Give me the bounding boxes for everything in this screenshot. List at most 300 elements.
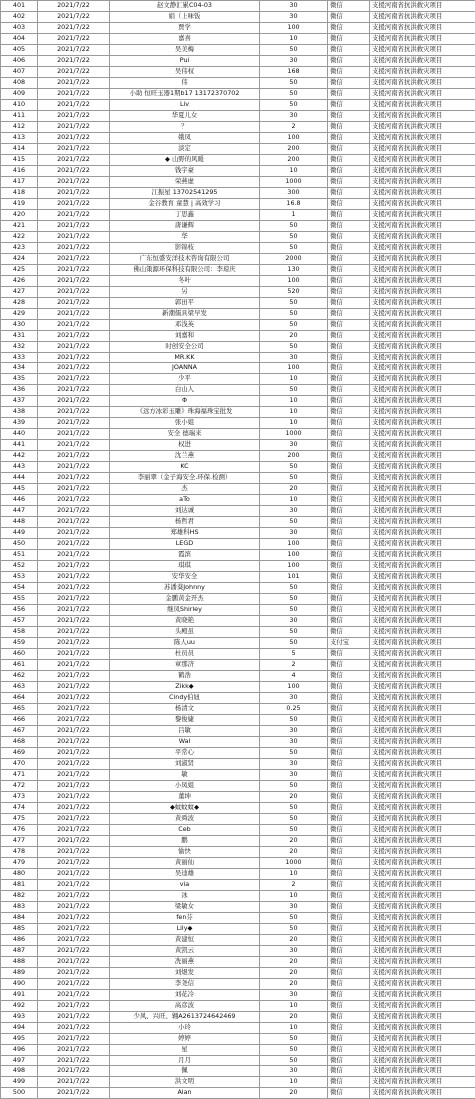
table-row xyxy=(1,583,475,594)
donation-date: 2021/7/22 xyxy=(38,616,110,627)
donor-name: 星 xyxy=(110,1044,260,1055)
row-number: 438 xyxy=(1,407,38,418)
project-note: 支援河南省抗洪救灾项目 xyxy=(370,506,475,517)
project-note: 支援河南省抗洪救灾项目 xyxy=(370,934,475,945)
donation-amount: 20 xyxy=(260,934,328,945)
row-number: 455 xyxy=(1,594,38,605)
row-number: 478 xyxy=(1,846,38,857)
table-row xyxy=(1,890,475,901)
project-note: 支援河南省抗洪救灾项目 xyxy=(370,956,475,967)
payment-method: 微信 xyxy=(328,671,370,682)
table-row xyxy=(1,44,475,55)
table-row xyxy=(1,264,475,275)
donation-date: 2021/7/22 xyxy=(38,143,110,154)
donation-date: 2021/7/22 xyxy=(38,187,110,198)
payment-method: 微信 xyxy=(328,341,370,352)
donation-amount: 2 xyxy=(260,879,328,890)
donor-name: 新潮儒具梁早发 xyxy=(110,308,260,319)
table-row xyxy=(1,506,475,517)
payment-method: 微信 xyxy=(328,165,370,176)
table-row xyxy=(1,1044,475,1055)
row-number: 498 xyxy=(1,1066,38,1077)
project-note: 支援河南省抗洪救灾项目 xyxy=(370,660,475,671)
project-note: 支援河南省抗洪救灾项目 xyxy=(370,22,475,33)
donation-date: 2021/7/22 xyxy=(38,660,110,671)
table-row xyxy=(1,451,475,462)
donation-amount: 200 xyxy=(260,143,328,154)
table-row xyxy=(1,55,475,66)
donation-amount: 1 xyxy=(260,209,328,220)
donor-name: 黄晓艳 xyxy=(110,616,260,627)
table-row xyxy=(1,77,475,88)
ledger-body xyxy=(1,1,475,1099)
donation-amount: 50 xyxy=(260,594,328,605)
donation-amount: 50 xyxy=(260,385,328,396)
payment-method: 微信 xyxy=(328,198,370,209)
donor-name: 佛山策源环保科技有限公司：李琼庆 xyxy=(110,264,260,275)
payment-method: 微信 xyxy=(328,758,370,769)
donation-date: 2021/7/22 xyxy=(38,1022,110,1033)
row-number: 439 xyxy=(1,418,38,429)
project-note: 支援河南省抗洪救灾项目 xyxy=(370,769,475,780)
row-number: 500 xyxy=(1,1088,38,1099)
donor-name: 淡定 xyxy=(110,143,260,154)
payment-method: 微信 xyxy=(328,440,370,451)
donation-amount: 20 xyxy=(260,330,328,341)
table-row xyxy=(1,879,475,890)
donation-date: 2021/7/22 xyxy=(38,627,110,638)
donation-amount: 30 xyxy=(260,725,328,736)
payment-method: 微信 xyxy=(328,890,370,901)
row-number: 413 xyxy=(1,132,38,143)
table-row xyxy=(1,297,475,308)
donation-amount: 30 xyxy=(260,1066,328,1077)
table-row xyxy=(1,769,475,780)
table-row xyxy=(1,132,475,143)
donor-name: 黄丽仙 xyxy=(110,857,260,868)
donation-amount: 50 xyxy=(260,747,328,758)
project-note: 支援河南省抗洪救灾项目 xyxy=(370,473,475,484)
project-note: 支援河南省抗洪救灾项目 xyxy=(370,220,475,231)
payment-method: 微信 xyxy=(328,835,370,846)
donation-amount: 50 xyxy=(260,231,328,242)
table-row xyxy=(1,967,475,978)
donation-date: 2021/7/22 xyxy=(38,583,110,594)
donor-name: 赵文静汇累C04-03 xyxy=(110,1,260,12)
donation-date: 2021/7/22 xyxy=(38,1077,110,1088)
payment-method: 微信 xyxy=(328,242,370,253)
project-note: 支援河南省抗洪救灾项目 xyxy=(370,594,475,605)
donor-name: 洪文明 xyxy=(110,1077,260,1088)
donation-date: 2021/7/22 xyxy=(38,835,110,846)
project-note: 支援河南省抗洪救灾项目 xyxy=(370,616,475,627)
payment-method: 微信 xyxy=(328,605,370,616)
donation-date: 2021/7/22 xyxy=(38,704,110,715)
table-row xyxy=(1,308,475,319)
payment-method: 微信 xyxy=(328,33,370,44)
row-number: 496 xyxy=(1,1044,38,1055)
project-note: 支援河南省抗洪救灾项目 xyxy=(370,528,475,539)
donor-name: fen芬 xyxy=(110,912,260,923)
donation-amount: 100 xyxy=(260,550,328,561)
donation-date: 2021/7/22 xyxy=(38,638,110,649)
donor-name: 继凤Shirley xyxy=(110,605,260,616)
project-note: 支援河南省抗洪救灾项目 xyxy=(370,275,475,286)
project-note: 支援河南省抗洪救灾项目 xyxy=(370,846,475,857)
donation-amount: 50 xyxy=(260,605,328,616)
table-row xyxy=(1,165,475,176)
table-row xyxy=(1,330,475,341)
payment-method: 微信 xyxy=(328,550,370,561)
row-number: 429 xyxy=(1,308,38,319)
donor-name: 黎俊婕 xyxy=(110,714,260,725)
project-note: 支援河南省抗洪救灾项目 xyxy=(370,550,475,561)
donation-amount: 520 xyxy=(260,286,328,297)
donation-amount: 2 xyxy=(260,121,328,132)
donation-amount: 300 xyxy=(260,187,328,198)
table-row xyxy=(1,385,475,396)
project-note: 支援河南省抗洪救灾项目 xyxy=(370,143,475,154)
table-row xyxy=(1,791,475,802)
donor-name: 郭田平 xyxy=(110,297,260,308)
donation-amount: 30 xyxy=(260,901,328,912)
donation-date: 2021/7/22 xyxy=(38,264,110,275)
payment-method: 微信 xyxy=(328,714,370,725)
row-number: 456 xyxy=(1,605,38,616)
donation-date: 2021/7/22 xyxy=(38,66,110,77)
donor-name: Ceb xyxy=(110,824,260,835)
table-row xyxy=(1,868,475,879)
row-number: 475 xyxy=(1,813,38,824)
row-number: 449 xyxy=(1,528,38,539)
row-number: 457 xyxy=(1,616,38,627)
project-note: 支援河南省抗洪救灾项目 xyxy=(370,462,475,473)
table-row xyxy=(1,1022,475,1033)
table-row xyxy=(1,429,475,440)
donation-date: 2021/7/22 xyxy=(38,495,110,506)
table-row xyxy=(1,780,475,791)
donation-amount: 30 xyxy=(260,989,328,1000)
donation-date: 2021/7/22 xyxy=(38,352,110,363)
row-number: 444 xyxy=(1,473,38,484)
donor-name: 杜员员 xyxy=(110,649,260,660)
row-number: 484 xyxy=(1,912,38,923)
donation-amount: 30 xyxy=(260,110,328,121)
donor-name: 江振星 13702541295 xyxy=(110,187,260,198)
donation-amount: 10 xyxy=(260,165,328,176)
project-note: 支援河南省抗洪救灾项目 xyxy=(370,912,475,923)
donation-date: 2021/7/22 xyxy=(38,429,110,440)
donation-amount: 50 xyxy=(260,242,328,253)
payment-method: 微信 xyxy=(328,44,370,55)
donation-date: 2021/7/22 xyxy=(38,989,110,1000)
donation-amount: 10 xyxy=(260,1000,328,1011)
donor-name: 郑雄科HS xyxy=(110,528,260,539)
table-row xyxy=(1,1000,475,1011)
row-number: 473 xyxy=(1,791,38,802)
row-number: 430 xyxy=(1,319,38,330)
row-number: 405 xyxy=(1,44,38,55)
payment-method: 微信 xyxy=(328,143,370,154)
donation-amount: 50 xyxy=(260,923,328,934)
donation-amount: 100 xyxy=(260,561,328,572)
row-number: 460 xyxy=(1,649,38,660)
donation-amount: 10 xyxy=(260,418,328,429)
project-note: 支援河南省抗洪救灾项目 xyxy=(370,176,475,187)
project-note: 支援河南省抗洪救灾项目 xyxy=(370,231,475,242)
donation-date: 2021/7/22 xyxy=(38,561,110,572)
payment-method: 微信 xyxy=(328,77,370,88)
donor-name: 小助 恒旺玉器1期b17 13172370702 xyxy=(110,88,260,99)
row-number: 419 xyxy=(1,198,38,209)
donor-name: 另 xyxy=(110,286,260,297)
donation-date: 2021/7/22 xyxy=(38,110,110,121)
table-row xyxy=(1,341,475,352)
row-number: 499 xyxy=(1,1077,38,1088)
payment-method: 微信 xyxy=(328,253,370,264)
donation-date: 2021/7/22 xyxy=(38,242,110,253)
table-row xyxy=(1,198,475,209)
donation-amount: 10 xyxy=(260,1022,328,1033)
donation-date: 2021/7/22 xyxy=(38,275,110,286)
table-row xyxy=(1,440,475,451)
row-number: 423 xyxy=(1,242,38,253)
project-note: 支援河南省抗洪救灾项目 xyxy=(370,638,475,649)
payment-method: 微信 xyxy=(328,934,370,945)
donor-name: LEGD xyxy=(110,539,260,550)
row-number: 411 xyxy=(1,110,38,121)
table-row xyxy=(1,956,475,967)
table-row xyxy=(1,846,475,857)
donor-name: 广东恒盛安洋技术咨询有限公司 xyxy=(110,253,260,264)
donor-name: via xyxy=(110,879,260,890)
donation-date: 2021/7/22 xyxy=(38,231,110,242)
donation-amount: 50 xyxy=(260,308,328,319)
donation-amount: 20 xyxy=(260,956,328,967)
row-number: 448 xyxy=(1,517,38,528)
payment-method: 微信 xyxy=(328,769,370,780)
payment-method: 微信 xyxy=(328,1066,370,1077)
payment-method: 微信 xyxy=(328,473,370,484)
table-row xyxy=(1,473,475,484)
project-note: 支援河南省抗洪救灾项目 xyxy=(370,857,475,868)
donor-name: Zikk◆ xyxy=(110,682,260,693)
payment-method: 微信 xyxy=(328,1044,370,1055)
donation-date: 2021/7/22 xyxy=(38,462,110,473)
donation-date: 2021/7/22 xyxy=(38,77,110,88)
donation-amount: 100 xyxy=(260,22,328,33)
donor-name: 刘达诚 xyxy=(110,506,260,517)
project-note: 支援河南省抗洪救灾项目 xyxy=(370,154,475,165)
table-row xyxy=(1,33,475,44)
donor-name: Pui xyxy=(110,55,260,66)
table-row xyxy=(1,649,475,660)
donation-date: 2021/7/22 xyxy=(38,846,110,857)
table-row xyxy=(1,627,475,638)
payment-method: 微信 xyxy=(328,1011,370,1022)
row-number: 488 xyxy=(1,956,38,967)
donation-amount: 30 xyxy=(260,736,328,747)
payment-method: 微信 xyxy=(328,407,370,418)
donor-name: 冬叶 xyxy=(110,275,260,286)
donor-name: 章那济 xyxy=(110,660,260,671)
donor-name: Liv xyxy=(110,99,260,110)
payment-method: 微信 xyxy=(328,901,370,912)
project-note: 支援河南省抗洪救灾项目 xyxy=(370,1077,475,1088)
donor-name: 丁思鑫 xyxy=(110,209,260,220)
table-row xyxy=(1,758,475,769)
donor-name: 安华安全 xyxy=(110,572,260,583)
row-number: 474 xyxy=(1,802,38,813)
table-row xyxy=(1,1055,475,1066)
row-number: 441 xyxy=(1,440,38,451)
project-note: 支援河南省抗洪救灾项目 xyxy=(370,55,475,66)
donor-name: 权进 xyxy=(110,440,260,451)
donation-amount: 50 xyxy=(260,813,328,824)
donation-date: 2021/7/22 xyxy=(38,1011,110,1022)
table-row xyxy=(1,572,475,583)
project-note: 支援河南省抗洪救灾项目 xyxy=(370,714,475,725)
donation-amount: 20 xyxy=(260,846,328,857)
donation-amount: 50 xyxy=(260,802,328,813)
payment-method: 微信 xyxy=(328,989,370,1000)
donor-name: 白山人 xyxy=(110,385,260,396)
donation-date: 2021/7/22 xyxy=(38,176,110,187)
row-number: 404 xyxy=(1,33,38,44)
table-row xyxy=(1,550,475,561)
payment-method: 微信 xyxy=(328,572,370,583)
donation-date: 2021/7/22 xyxy=(38,879,110,890)
table-row xyxy=(1,22,475,33)
donation-date: 2021/7/22 xyxy=(38,758,110,769)
donation-date: 2021/7/22 xyxy=(38,121,110,132)
row-number: 418 xyxy=(1,187,38,198)
donation-amount: 30 xyxy=(260,769,328,780)
donation-amount: 20 xyxy=(260,1088,328,1099)
table-row xyxy=(1,220,475,231)
row-number: 417 xyxy=(1,176,38,187)
project-note: 支援河南省抗洪救灾项目 xyxy=(370,264,475,275)
donor-name: 头殿虽 xyxy=(110,627,260,638)
donation-amount: 50 xyxy=(260,824,328,835)
donation-amount: 30 xyxy=(260,440,328,451)
donation-amount: 10 xyxy=(260,407,328,418)
project-note: 支援河南省抗洪救灾项目 xyxy=(370,99,475,110)
table-row xyxy=(1,671,475,682)
donor-name: 董坤 xyxy=(110,791,260,802)
donation-amount: 50 xyxy=(260,88,328,99)
donation-amount: 30 xyxy=(260,11,328,22)
table-row xyxy=(1,154,475,165)
table-row xyxy=(1,660,475,671)
row-number: 453 xyxy=(1,572,38,583)
project-note: 支援河南省抗洪救灾项目 xyxy=(370,704,475,715)
payment-method: 微信 xyxy=(328,561,370,572)
donation-amount: 50 xyxy=(260,912,328,923)
donation-date: 2021/7/22 xyxy=(38,11,110,22)
row-number: 477 xyxy=(1,835,38,846)
donation-date: 2021/7/22 xyxy=(38,572,110,583)
row-number: 486 xyxy=(1,934,38,945)
donor-name: 愉快 xyxy=(110,846,260,857)
donor-name: Wal xyxy=(110,736,260,747)
row-number: 497 xyxy=(1,1055,38,1066)
donation-date: 2021/7/22 xyxy=(38,374,110,385)
project-note: 支援河南省抗洪救灾项目 xyxy=(370,1088,475,1099)
donor-name: MR.KK xyxy=(110,352,260,363)
project-note: 支援河南省抗洪救灾项目 xyxy=(370,879,475,890)
row-number: 459 xyxy=(1,638,38,649)
row-number: 416 xyxy=(1,165,38,176)
project-note: 支援河南省抗洪救灾项目 xyxy=(370,1044,475,1055)
donation-date: 2021/7/22 xyxy=(38,1044,110,1055)
donation-date: 2021/7/22 xyxy=(38,55,110,66)
donation-date: 2021/7/22 xyxy=(38,363,110,374)
donation-amount: 10 xyxy=(260,868,328,879)
donation-amount: 50 xyxy=(260,44,328,55)
donor-name: 伟 xyxy=(110,77,260,88)
donation-date: 2021/7/22 xyxy=(38,22,110,33)
donor-name: 嘉喜 xyxy=(110,33,260,44)
donation-amount: 50 xyxy=(260,99,328,110)
donation-amount: 30 xyxy=(260,945,328,956)
table-row xyxy=(1,176,475,187)
donor-name: JOANNA xyxy=(110,363,260,374)
row-number: 445 xyxy=(1,484,38,495)
table-row xyxy=(1,275,475,286)
table-row xyxy=(1,539,475,550)
donation-date: 2021/7/22 xyxy=(38,890,110,901)
payment-method: 微信 xyxy=(328,736,370,747)
donation-date: 2021/7/22 xyxy=(38,550,110,561)
payment-method: 微信 xyxy=(328,451,370,462)
payment-method: 微信 xyxy=(328,66,370,77)
payment-method: 微信 xyxy=(328,857,370,868)
payment-method: 微信 xyxy=(328,868,370,879)
donor-name: 鹏 xyxy=(110,835,260,846)
row-number: 492 xyxy=(1,1000,38,1011)
donation-amount: 2000 xyxy=(260,253,328,264)
payment-method: 微信 xyxy=(328,846,370,857)
donation-amount: 200 xyxy=(260,154,328,165)
donation-date: 2021/7/22 xyxy=(38,99,110,110)
row-number: 443 xyxy=(1,462,38,473)
project-note: 支援河南省抗洪救灾项目 xyxy=(370,583,475,594)
payment-method: 微信 xyxy=(328,1022,370,1033)
donor-name: 钱宇豪 xyxy=(110,165,260,176)
project-note: 支援河南省抗洪救灾项目 xyxy=(370,824,475,835)
project-note: 支援河南省抗洪救灾项目 xyxy=(370,330,475,341)
project-note: 支援河南省抗洪救灾项目 xyxy=(370,649,475,660)
payment-method: 微信 xyxy=(328,693,370,704)
row-number: 442 xyxy=(1,451,38,462)
donation-date: 2021/7/22 xyxy=(38,693,110,704)
payment-method: 微信 xyxy=(328,374,370,385)
project-note: 支援河南省抗洪救灾项目 xyxy=(370,11,475,22)
project-note: 支援河南省抗洪救灾项目 xyxy=(370,682,475,693)
table-row xyxy=(1,528,475,539)
donor-name: aTo xyxy=(110,495,260,506)
donor-name: 《远方冰彩玉雕》珠海福珠宝批发 xyxy=(110,407,260,418)
donor-name: 吴伟权 xyxy=(110,66,260,77)
table-row xyxy=(1,857,475,868)
donation-date: 2021/7/22 xyxy=(38,1055,110,1066)
project-note: 支援河南省抗洪救灾项目 xyxy=(370,187,475,198)
project-note: 支援河南省抗洪救灾项目 xyxy=(370,802,475,813)
row-number: 409 xyxy=(1,88,38,99)
donation-date: 2021/7/22 xyxy=(38,802,110,813)
donation-date: 2021/7/22 xyxy=(38,473,110,484)
